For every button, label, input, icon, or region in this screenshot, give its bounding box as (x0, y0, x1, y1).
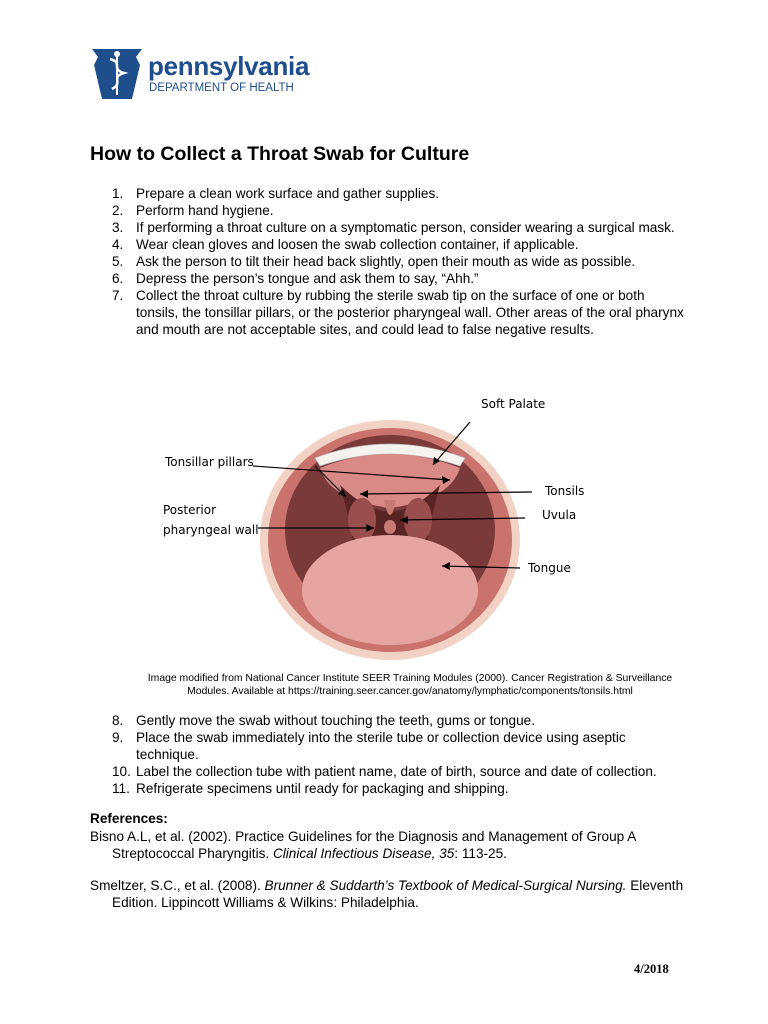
label-uvula: Uvula (542, 508, 577, 522)
label-pharyngeal-wall: pharyngeal wall (163, 523, 259, 537)
keystone-logo-icon (90, 43, 144, 101)
list-item: 2. Perform hand hygiene. (112, 203, 274, 218)
dept-name: DEPARTMENT OF HEALTH (149, 82, 294, 94)
list-item: 10. Label the collection tube with patient name, date of birth, source and date of collection. (112, 764, 657, 779)
label-soft-palate: Soft Palate (481, 397, 546, 411)
label-posterior: Posterior (163, 503, 217, 517)
footer-date: 4/2018 (634, 962, 669, 976)
references-heading: References: (90, 811, 168, 826)
label-tongue: Tongue (528, 561, 571, 575)
reference-bisno: Bisno A.L, et al. (2002). Practice Guidelines for the Diagnosis and Management of Group A Streptococcal Pharyngitis. Clinical Infectious Disease, 35: 113-25. (90, 829, 636, 861)
list-item: 1. Prepare a clean work surface and gather supplies. (112, 186, 440, 201)
list-item: 8. Gently move the swab without touching the teeth, gums or tongue. (112, 713, 535, 728)
list-item: 5. Ask the person to tilt their head back slightly, open their mouth as wide as possible. (112, 254, 636, 269)
label-tonsils: Tonsils (545, 484, 585, 498)
pa-health-logo (90, 43, 320, 101)
org-name: pennsylvania (148, 51, 310, 81)
list-item: 4. Wear clean gloves and loosen the swab collection container, if applicable. (112, 237, 579, 252)
list-item: 9. Place the swab immediately into the sterile tube or collection device using aseptic technique. (112, 730, 626, 762)
steps-list-part2 (90, 712, 690, 797)
list-item: 6. Depress the person’s tongue and ask them to say, “Ahh.” (112, 271, 479, 286)
throat-diagram (150, 390, 610, 660)
open-mouth-illustration (150, 390, 610, 660)
label-tonsillar-pillars: Tonsillar pillars (165, 455, 254, 469)
list-item: 11. Refrigerate specimens until ready for packaging and shipping. (112, 781, 509, 796)
page-title: How to Collect a Throat Swab for Culture (90, 143, 470, 165)
figure-caption: Image modified from National Cancer Institute SEER Training Modules (2000). Cancer Registration & Surveillance Modules. Available at https://training.seer.cancer.gov/anatomy/lymphatic/components/tonsils.html (147, 673, 673, 697)
list-item: 3. If performing a throat culture on a symptomatic person, consider wearing a surgical mask. (112, 220, 675, 235)
steps-list-part1 (90, 185, 690, 338)
reference-smeltzer: Smeltzer, S.C., et al. (2008). Brunner & Suddarth’s Textbook of Medical-Surgical Nursing. Eleventh Edition. Lippincott Williams & Wilkins: Philadelphia. (90, 878, 684, 910)
list-item: 7. Collect the throat culture by rubbing the sterile swab tip on the surface of one or both tonsils, the tonsillar pillars, or the posterior pharyngeal wall. Other areas of the oral pharynx and mouth are not acceptable sites, and could lead to false negative results. (112, 288, 684, 337)
